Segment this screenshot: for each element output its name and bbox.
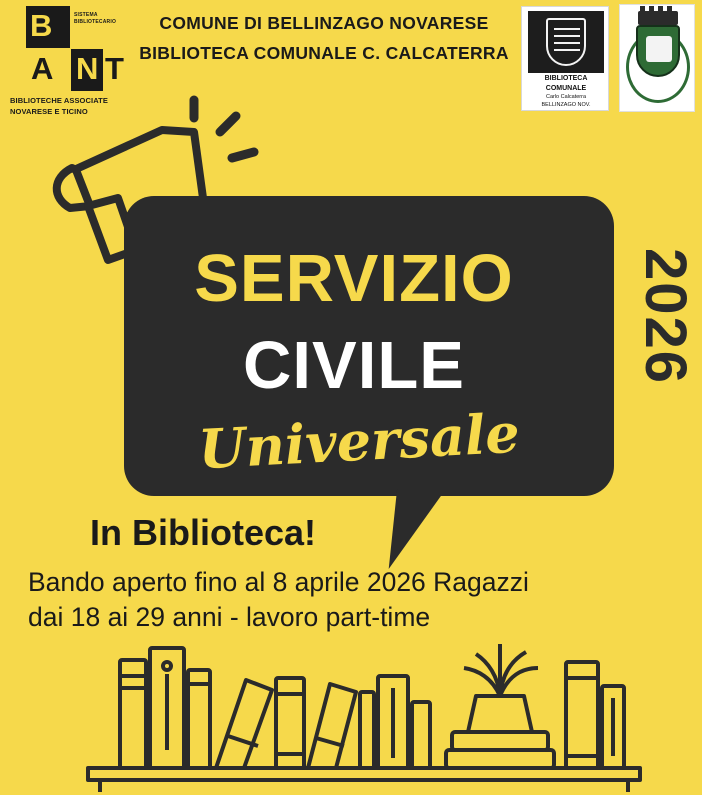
bant-letter-a: A [26,49,70,91]
crest-crown-icon [638,11,678,25]
bant-letter-t: T [104,49,124,91]
header-titles [136,12,512,65]
year-label: 2026 [633,248,698,386]
stamp-line-3: Carlo Calcaterra [545,94,587,101]
comune-crest-logo [619,4,695,112]
title-civile: CIVILE [243,328,465,403]
bando-line-1: Bando aperto fino al 8 aprile 2026 Ragazzi [28,567,529,597]
title-universale: Universale [196,400,522,482]
stamp-line-4: BELLINZAGO NOV. [541,102,591,109]
crest-shield-icon [636,25,680,77]
bant-logo-subtitle: BIBLIOTECHE ASSOCIATE NOVARESE E TICINO [10,96,108,116]
stamp-image [528,11,604,73]
comune-title: COMUNE DI BELLINZAGO NOVARESE [159,13,489,33]
stamp-line-2: COMUNALE [545,85,587,93]
bant-logo-grid [26,6,122,92]
subtitle-in-biblioteca: In Biblioteca! [90,512,317,553]
bant-system-label: SISTEMA BIBLIOTECARIO [71,6,121,48]
stamp-line-1: BIBLIOTECA [544,75,588,82]
bant-letter-b: B [26,6,70,48]
library-stamp-logo [521,6,609,111]
stamp-book-icon [546,18,586,66]
biblioteca-title: BIBLIOTECA COMUNALE C. CALCATERRA [139,42,509,63]
bant-letter-n: N [71,49,103,91]
bookshelf-illustration [0,618,702,795]
stamp-caption [522,74,610,110]
title-servizio: SERVIZIO [194,241,514,316]
speech-bubble-tail [389,487,448,569]
bando-line-2: dai 18 ai 29 anni - lavoro part-time [28,601,431,632]
